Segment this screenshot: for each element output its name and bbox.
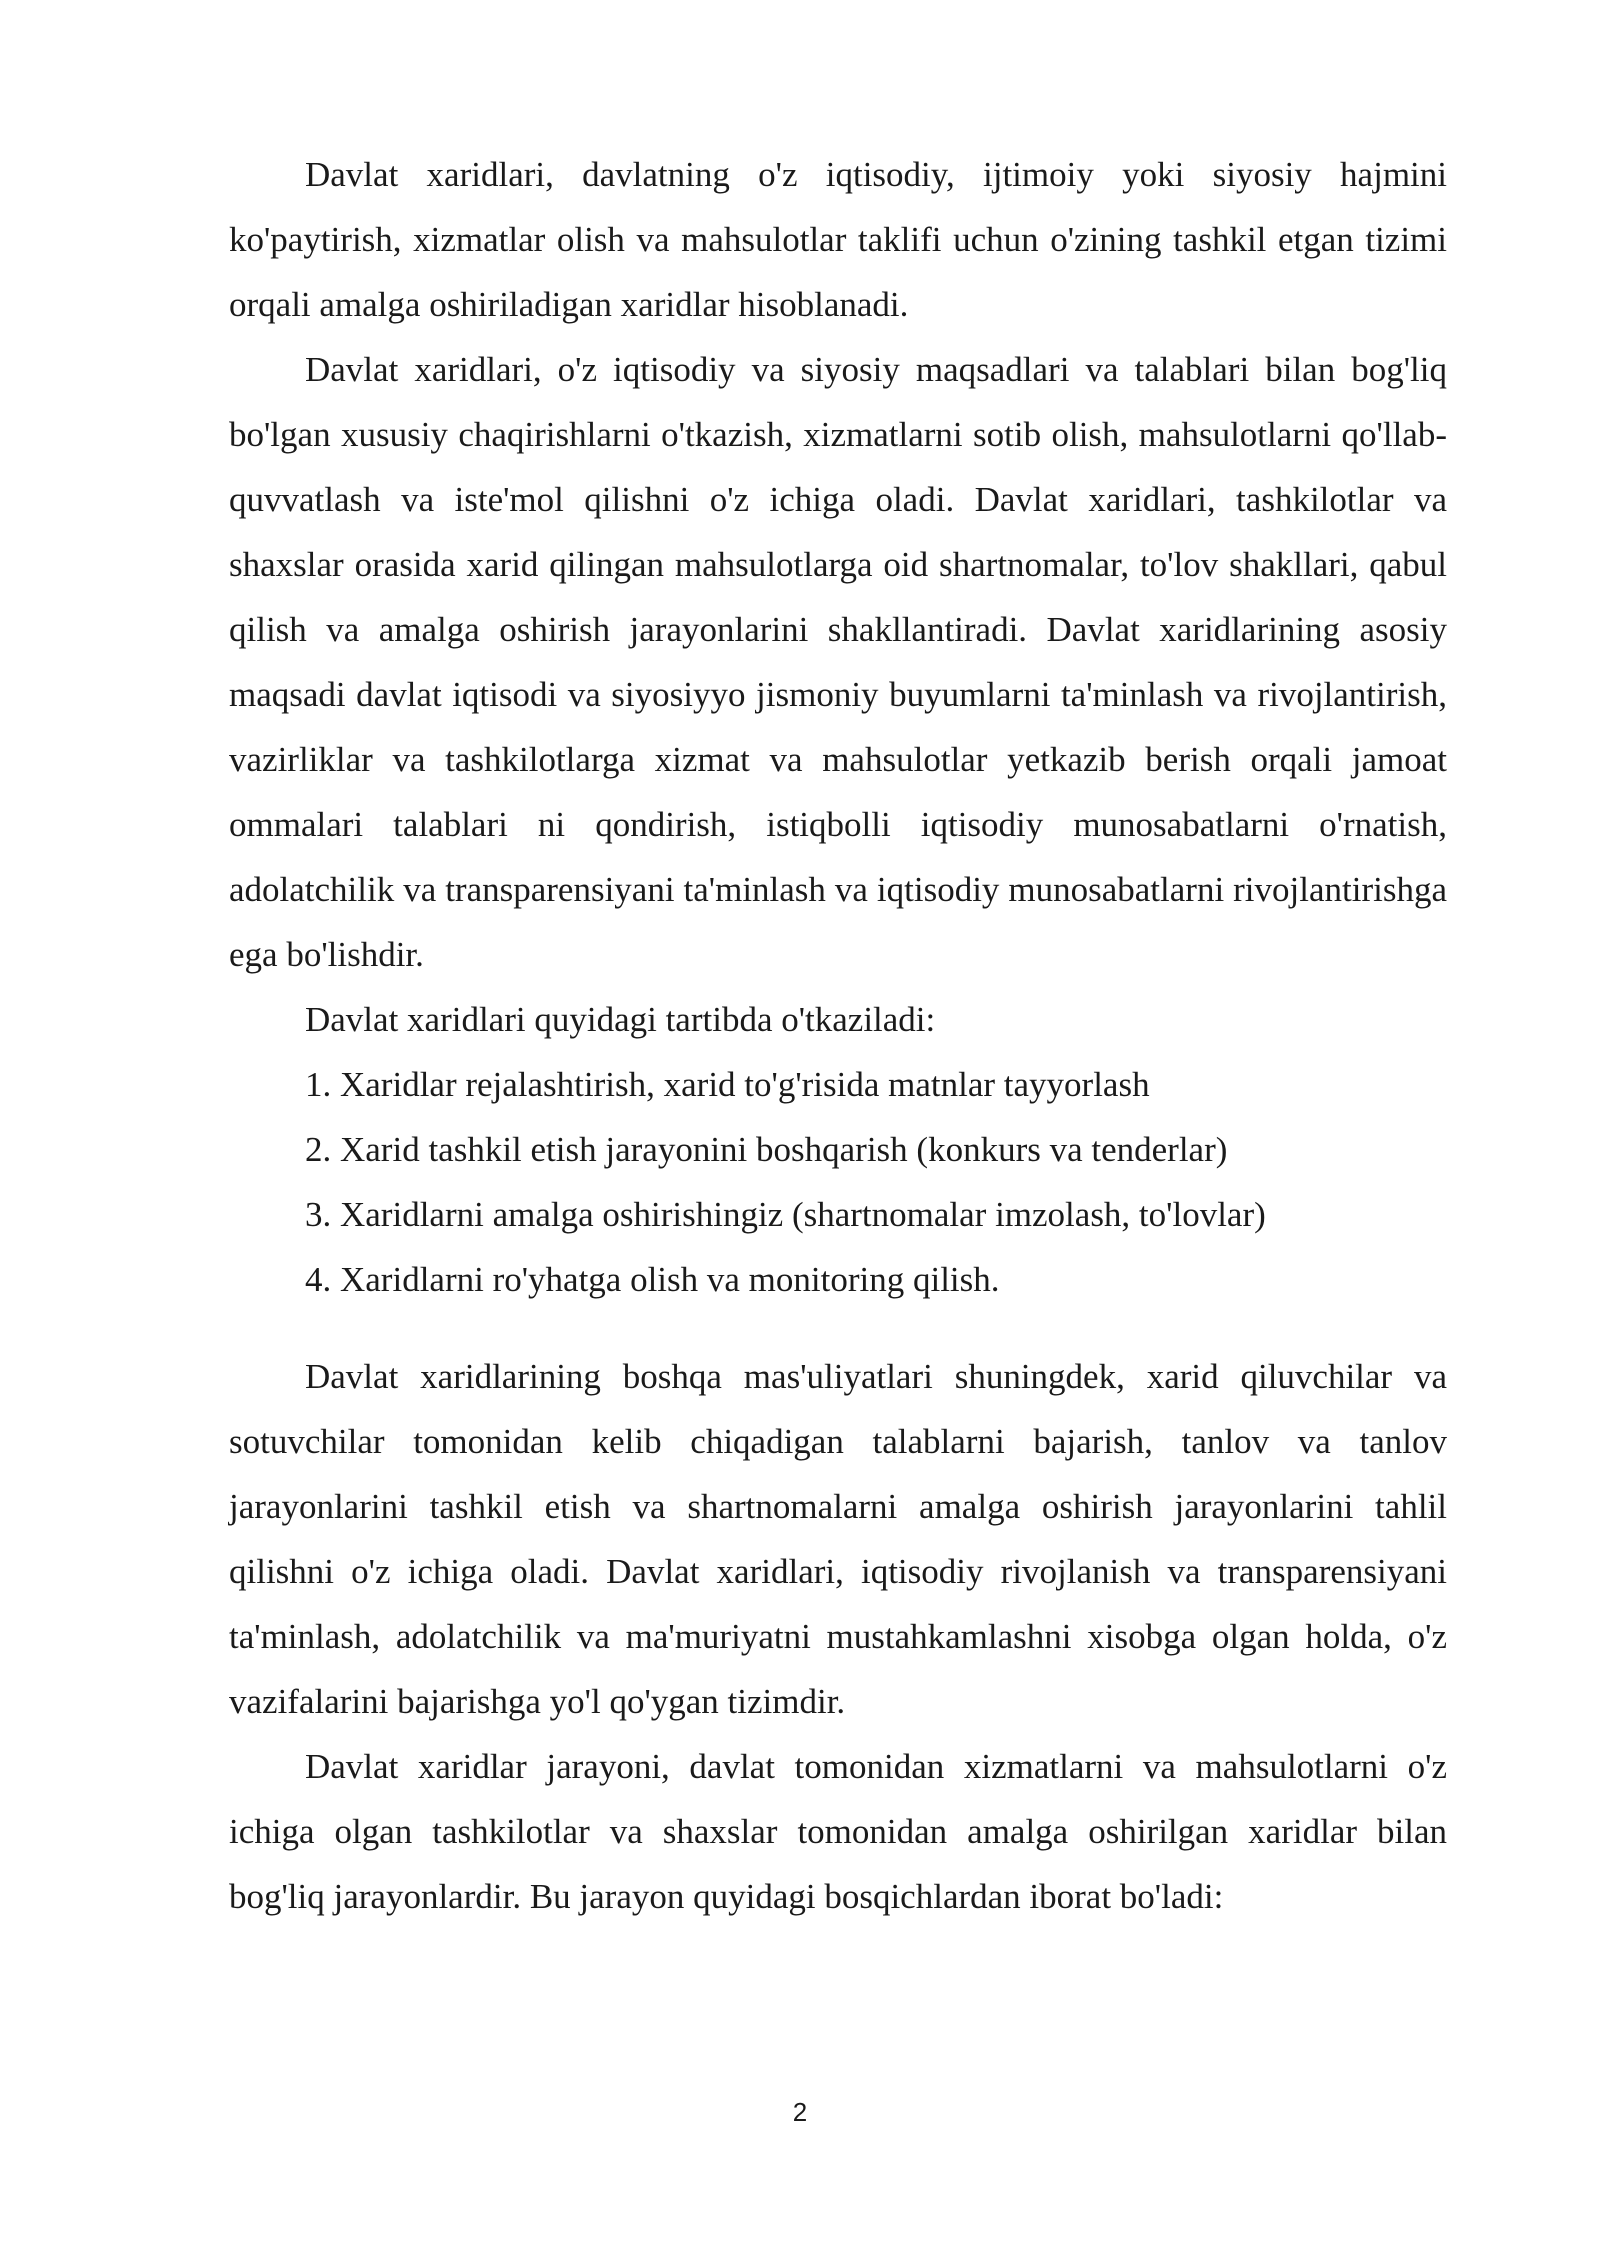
list-intro: Davlat xaridlari quyidagi tartibda o'tkaziladi: — [305, 1000, 936, 1039]
list-item: 1. Xaridlar rejalashtirish, xarid to'g'risida matnlar tayyorlash — [305, 1065, 1150, 1104]
paragraph: Davlat xaridlarining boshqa mas'uliyatlari shuningdek, xarid qiluvchilar va sotuvchilar tomonidan kelib chiqadigan talablarni bajarish, tanlov va tanlov jarayonlarini tashkil etish va shartnomalarni amalga oshirish jarayonlarini tahlil qilishni o'z ichiga oladi. Davlat xaridlari, iqtisodiy rivojlanish va transparensiyani ta'minlash, adolatchilik va ma'muriyatni mustahkamlashni xisobga olgan holda, o'z vazifalarini bajarishga yo'l qo'ygan tizimdir. — [229, 1357, 1447, 1721]
paragraph: Davlat xaridlar jarayoni, davlat tomonidan xizmatlarni va mahsulotlarni o'z ichiga olgan tashkilotlar va shaxslar tomonidan amalga oshirilgan xaridlar bilan bog'liq jarayonlardir. Bu jarayon quyidagi bosqichlardan iborat bo'ladi: — [229, 1747, 1447, 1916]
paragraph: Davlat xaridlari, o'z iqtisodiy va siyosiy maqsadlari va talablari bilan bog'liq bo'lgan xususiy chaqirishlarni o'tkazish, xizmatlarni sotib olish, mahsulotlarni qo'llab-quvvatlash va iste'mol qilishni o'z ichiga oladi. Davlat xaridlari, tashkilotlar va shaxslar orasida xarid qilingan mahsulotlarga oid shartnomalar, to'lov shakllari, qabul qilish va amalga oshirish jarayonlarini shakllantiradi. Davlat xaridlarining asosiy maqsadi davlat iqtisodi va siyosiyyo jismoniy buyumlarni ta'minlash va rivojlantirish, vazirliklar va tashkilotlarga xizmat va mahsulotlar yetkazib berish orqali jamoat ommalari talablari ni qondirish, istiqbolli iqtisodiy munosabatlarni o'rnatish, adolatchilik va transparensiyani ta'minlash va iqtisodiy munosabatlarni rivojlantirishga ega bo'lishdir. — [229, 350, 1447, 974]
paragraph: Davlat xaridlari, davlatning o'z iqtisodiy, ijtimoiy yoki siyosiy hajmini ko'paytirish, xizmatlar olish va mahsulotlar taklifi uchun o'zining tashkil etgan tizimi orqali amalga oshiriladigan xaridlar hisoblanadi. — [229, 155, 1447, 324]
list-item: 2. Xarid tashkil etish jarayonini boshqarish (konkurs va tenderlar) — [305, 1130, 1228, 1169]
list-item: 3. Xaridlarni amalga oshirishingiz (shartnomalar imzolash, to'lovlar) — [305, 1195, 1266, 1234]
page-number: 2 — [792, 2097, 808, 2127]
section-gap — [229, 1312, 1447, 1344]
list-item: 4. Xaridlarni ro'yhatga olish va monitoring qilish. — [305, 1260, 1000, 1299]
document-body — [229, 142, 1447, 1929]
